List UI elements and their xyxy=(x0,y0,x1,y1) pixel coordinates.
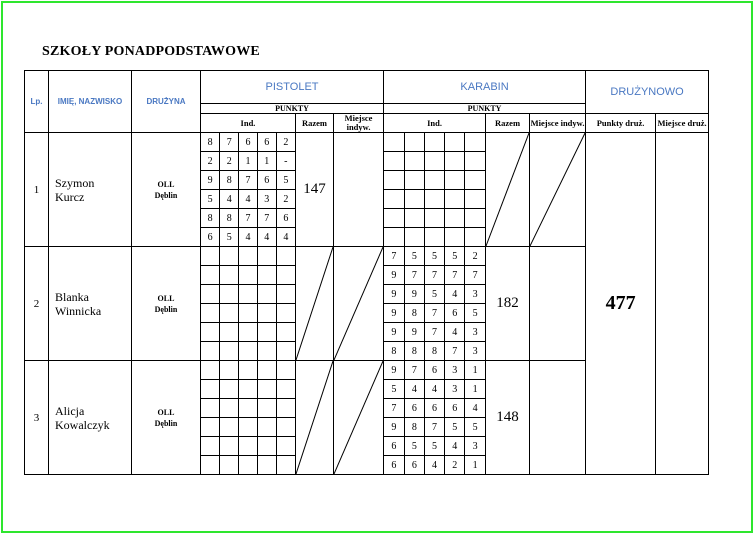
score-cell xyxy=(220,418,239,437)
score-cell xyxy=(220,342,239,361)
score-cell xyxy=(276,342,295,361)
score-cell xyxy=(257,399,276,418)
score-row xyxy=(384,190,485,209)
header-team-total: DRUŻYNOWO xyxy=(586,71,709,114)
pistol-scores xyxy=(201,361,296,475)
score-cell: 6 xyxy=(276,209,295,228)
score-cell xyxy=(276,304,295,323)
score-cell: 7 xyxy=(257,209,276,228)
pistol-place-crossed xyxy=(334,361,384,475)
score-cell xyxy=(404,228,424,247)
score-cell: 4 xyxy=(239,190,258,209)
score-cell: 1 xyxy=(257,152,276,171)
score-cell xyxy=(384,209,404,228)
score-cell: 6 xyxy=(384,456,404,475)
score-cell xyxy=(445,133,465,152)
score-cell xyxy=(201,437,220,456)
rifle-total-crossed xyxy=(486,133,530,247)
score-cell: 3 xyxy=(465,342,485,361)
score-row xyxy=(384,323,485,342)
score-cell xyxy=(220,323,239,342)
score-cell xyxy=(257,380,276,399)
score-cell: 5 xyxy=(220,228,239,247)
score-cell xyxy=(239,304,258,323)
score-cell: 7 xyxy=(239,171,258,190)
score-cell xyxy=(257,323,276,342)
score-cell: 4 xyxy=(445,323,465,342)
rifle-total: 148 xyxy=(486,361,530,475)
score-cell: 3 xyxy=(257,190,276,209)
row-name: Szymon Kurcz xyxy=(49,133,132,247)
score-cell: 6 xyxy=(257,171,276,190)
team-total-points: 477 xyxy=(586,133,656,475)
score-cell xyxy=(276,399,295,418)
rifle-scores xyxy=(384,361,486,475)
score-cell: 6 xyxy=(424,399,444,418)
rifle-place xyxy=(530,247,586,361)
score-cell: 6 xyxy=(445,304,465,323)
score-row xyxy=(201,133,295,152)
score-cell: 4 xyxy=(404,380,424,399)
score-cell xyxy=(445,209,465,228)
header-pistol-razem: Razem xyxy=(296,114,334,133)
score-cell: 8 xyxy=(220,209,239,228)
score-cell xyxy=(465,209,485,228)
score-cell: 5 xyxy=(445,247,465,266)
score-cell: 2 xyxy=(201,152,220,171)
score-cell: 6 xyxy=(201,228,220,247)
score-cell xyxy=(239,285,258,304)
score-cell xyxy=(404,133,424,152)
score-cell: 7 xyxy=(404,361,424,380)
score-cell: 4 xyxy=(424,456,444,475)
pistol-place-crossed xyxy=(334,247,384,361)
score-row xyxy=(201,342,295,361)
score-cell xyxy=(424,152,444,171)
row-lp: 3 xyxy=(25,361,49,475)
score-row xyxy=(384,456,485,475)
header-rifle-ind: Ind. xyxy=(384,114,486,133)
score-cell: 8 xyxy=(201,133,220,152)
header-team-points: Punkty druż. xyxy=(586,114,656,133)
score-cell: 5 xyxy=(445,418,465,437)
score-cell: 4 xyxy=(445,437,465,456)
score-cell: 8 xyxy=(424,342,444,361)
score-cell: 5 xyxy=(384,380,404,399)
score-cell: 2 xyxy=(465,247,485,266)
header-team-place: Miejsce druż. xyxy=(656,114,709,133)
score-row xyxy=(201,228,295,247)
score-cell xyxy=(220,361,239,380)
score-cell xyxy=(276,456,295,475)
score-cell: 6 xyxy=(239,133,258,152)
score-cell: 4 xyxy=(445,285,465,304)
score-cell: 7 xyxy=(220,133,239,152)
score-cell xyxy=(384,152,404,171)
score-cell xyxy=(424,209,444,228)
score-cell: 4 xyxy=(239,228,258,247)
score-cell xyxy=(220,285,239,304)
score-cell xyxy=(201,247,220,266)
score-cell: 2 xyxy=(276,190,295,209)
table-row xyxy=(25,133,709,247)
score-cell xyxy=(424,171,444,190)
pistol-total: 147 xyxy=(296,133,334,247)
score-cell xyxy=(220,247,239,266)
score-cell xyxy=(257,342,276,361)
score-cell: 7 xyxy=(445,266,465,285)
score-cell xyxy=(257,437,276,456)
header-lp: Lp. xyxy=(25,71,49,133)
score-row xyxy=(384,228,485,247)
score-cell xyxy=(384,171,404,190)
score-cell xyxy=(239,456,258,475)
score-row xyxy=(384,133,485,152)
row-lp: 1 xyxy=(25,133,49,247)
score-row xyxy=(201,304,295,323)
score-cell xyxy=(257,285,276,304)
score-row xyxy=(201,247,295,266)
score-cell: 2 xyxy=(220,152,239,171)
score-cell xyxy=(239,437,258,456)
score-cell: 6 xyxy=(384,437,404,456)
score-cell: 6 xyxy=(257,133,276,152)
score-cell: 6 xyxy=(404,456,424,475)
score-cell: 5 xyxy=(424,437,444,456)
score-cell: 3 xyxy=(465,285,485,304)
score-row xyxy=(201,171,295,190)
score-cell: 8 xyxy=(404,418,424,437)
score-cell: 9 xyxy=(384,285,404,304)
results-table xyxy=(24,70,709,475)
score-cell: 5 xyxy=(465,418,485,437)
score-row xyxy=(201,209,295,228)
score-cell xyxy=(239,399,258,418)
score-cell xyxy=(465,152,485,171)
score-row xyxy=(201,190,295,209)
score-row xyxy=(384,361,485,380)
row-team: OLL Dęblin xyxy=(132,133,201,247)
score-row xyxy=(384,380,485,399)
score-cell xyxy=(257,247,276,266)
score-row xyxy=(384,342,485,361)
header-rifle-points: PUNKTY xyxy=(384,104,586,114)
score-row xyxy=(201,380,295,399)
score-cell: 9 xyxy=(404,323,424,342)
score-cell xyxy=(445,228,465,247)
score-cell xyxy=(201,342,220,361)
page-title: SZKOŁY PONADPODSTAWOWE xyxy=(42,44,260,59)
score-row xyxy=(201,285,295,304)
score-cell: 1 xyxy=(465,361,485,380)
score-cell: 7 xyxy=(465,266,485,285)
score-row xyxy=(384,171,485,190)
score-cell: 5 xyxy=(404,247,424,266)
score-cell xyxy=(404,209,424,228)
header-name: IMIĘ, NAZWISKO xyxy=(49,71,132,133)
score-cell xyxy=(239,342,258,361)
score-cell: 6 xyxy=(404,399,424,418)
score-cell xyxy=(257,304,276,323)
score-cell: 9 xyxy=(384,323,404,342)
score-cell xyxy=(220,380,239,399)
pistol-total-crossed xyxy=(296,361,334,475)
score-row xyxy=(201,323,295,342)
score-cell xyxy=(201,399,220,418)
score-cell xyxy=(445,152,465,171)
score-cell: 5 xyxy=(424,285,444,304)
score-cell: 9 xyxy=(384,361,404,380)
score-cell xyxy=(424,133,444,152)
score-cell xyxy=(384,190,404,209)
score-cell xyxy=(465,228,485,247)
score-cell: 6 xyxy=(424,361,444,380)
score-cell: 8 xyxy=(220,171,239,190)
score-row xyxy=(384,209,485,228)
score-cell xyxy=(239,380,258,399)
score-cell xyxy=(239,247,258,266)
rifle-scores xyxy=(384,247,486,361)
score-cell xyxy=(465,171,485,190)
score-cell: 2 xyxy=(276,133,295,152)
score-cell: 3 xyxy=(465,323,485,342)
score-cell: 9 xyxy=(201,171,220,190)
score-cell: 1 xyxy=(465,456,485,475)
score-cell: 7 xyxy=(239,209,258,228)
score-cell: 3 xyxy=(465,437,485,456)
row-team: OLL Dęblin xyxy=(132,361,201,475)
score-cell xyxy=(220,437,239,456)
score-cell xyxy=(201,285,220,304)
score-cell xyxy=(239,266,258,285)
score-cell: - xyxy=(276,152,295,171)
score-cell: 6 xyxy=(445,399,465,418)
score-cell xyxy=(201,418,220,437)
score-cell xyxy=(257,456,276,475)
score-cell xyxy=(220,399,239,418)
score-cell xyxy=(404,152,424,171)
score-cell: 8 xyxy=(404,304,424,323)
score-cell: 5 xyxy=(201,190,220,209)
score-cell: 7 xyxy=(384,399,404,418)
score-cell: 7 xyxy=(424,304,444,323)
score-row xyxy=(201,361,295,380)
header-rifle-place: Miejsce indyw. xyxy=(530,114,586,133)
score-row xyxy=(201,266,295,285)
score-cell xyxy=(201,361,220,380)
score-cell: 9 xyxy=(384,418,404,437)
score-cell xyxy=(201,304,220,323)
score-cell xyxy=(220,304,239,323)
score-cell xyxy=(465,133,485,152)
rifle-scores xyxy=(384,133,486,247)
score-cell: 7 xyxy=(424,266,444,285)
score-cell: 2 xyxy=(445,456,465,475)
score-row xyxy=(384,247,485,266)
score-cell xyxy=(276,323,295,342)
score-row xyxy=(201,437,295,456)
score-cell xyxy=(404,171,424,190)
pistol-place xyxy=(334,133,384,247)
score-row xyxy=(384,285,485,304)
score-cell xyxy=(276,285,295,304)
header-pistol: PISTOLET xyxy=(201,71,384,104)
pistol-total-crossed xyxy=(296,247,334,361)
row-name: Alicja Kowalczyk xyxy=(49,361,132,475)
score-cell: 7 xyxy=(424,418,444,437)
score-row xyxy=(384,399,485,418)
score-cell xyxy=(239,323,258,342)
score-cell: 5 xyxy=(276,171,295,190)
score-cell: 7 xyxy=(424,323,444,342)
score-cell xyxy=(424,190,444,209)
score-cell xyxy=(276,418,295,437)
score-cell: 5 xyxy=(404,437,424,456)
score-cell xyxy=(384,228,404,247)
score-cell xyxy=(424,228,444,247)
score-cell xyxy=(276,437,295,456)
score-cell xyxy=(257,418,276,437)
score-cell: 8 xyxy=(384,342,404,361)
score-cell xyxy=(201,456,220,475)
team-place xyxy=(656,133,709,475)
score-cell: 4 xyxy=(257,228,276,247)
score-cell xyxy=(220,456,239,475)
score-row xyxy=(384,266,485,285)
header-pistol-points: PUNKTY xyxy=(201,104,384,114)
header-rifle-razem: Razem xyxy=(486,114,530,133)
score-cell xyxy=(257,266,276,285)
score-row xyxy=(201,418,295,437)
score-cell xyxy=(201,380,220,399)
score-cell: 8 xyxy=(201,209,220,228)
header-pistol-place: Miejsce indyw. xyxy=(334,114,384,133)
score-cell: 3 xyxy=(445,380,465,399)
score-cell xyxy=(239,418,258,437)
score-cell: 5 xyxy=(465,304,485,323)
score-cell: 4 xyxy=(276,228,295,247)
score-cell xyxy=(404,190,424,209)
score-cell: 9 xyxy=(404,285,424,304)
score-cell xyxy=(276,380,295,399)
score-cell xyxy=(201,266,220,285)
score-row xyxy=(384,437,485,456)
score-row xyxy=(201,456,295,475)
score-cell xyxy=(384,133,404,152)
score-cell: 1 xyxy=(239,152,258,171)
score-cell: 4 xyxy=(424,380,444,399)
score-row xyxy=(384,304,485,323)
pistol-scores xyxy=(201,133,296,247)
header-team: DRUŻYNA xyxy=(132,71,201,133)
score-cell xyxy=(276,361,295,380)
score-row xyxy=(201,152,295,171)
score-row xyxy=(384,152,485,171)
score-cell: 7 xyxy=(384,247,404,266)
score-cell xyxy=(220,266,239,285)
row-team: OLL Dęblin xyxy=(132,247,201,361)
score-row xyxy=(201,399,295,418)
pistol-scores xyxy=(201,247,296,361)
header-pistol-ind: Ind. xyxy=(201,114,296,133)
score-cell: 8 xyxy=(404,342,424,361)
score-cell: 5 xyxy=(424,247,444,266)
score-cell: 9 xyxy=(384,266,404,285)
score-cell: 9 xyxy=(384,304,404,323)
score-cell: 4 xyxy=(465,399,485,418)
score-cell xyxy=(201,323,220,342)
score-cell xyxy=(465,190,485,209)
header-rifle: KARABIN xyxy=(384,71,586,104)
score-cell xyxy=(445,190,465,209)
score-cell xyxy=(257,361,276,380)
score-cell xyxy=(276,266,295,285)
rifle-place-crossed xyxy=(530,133,586,247)
score-cell: 1 xyxy=(465,380,485,399)
score-cell xyxy=(445,171,465,190)
row-lp: 2 xyxy=(25,247,49,361)
score-cell: 4 xyxy=(220,190,239,209)
rifle-total: 182 xyxy=(486,247,530,361)
score-cell xyxy=(276,247,295,266)
score-cell: 3 xyxy=(445,361,465,380)
score-cell xyxy=(239,361,258,380)
score-cell: 7 xyxy=(404,266,424,285)
row-name: Blanka Winnicka xyxy=(49,247,132,361)
score-cell: 7 xyxy=(445,342,465,361)
score-row xyxy=(384,418,485,437)
rifle-place xyxy=(530,361,586,475)
